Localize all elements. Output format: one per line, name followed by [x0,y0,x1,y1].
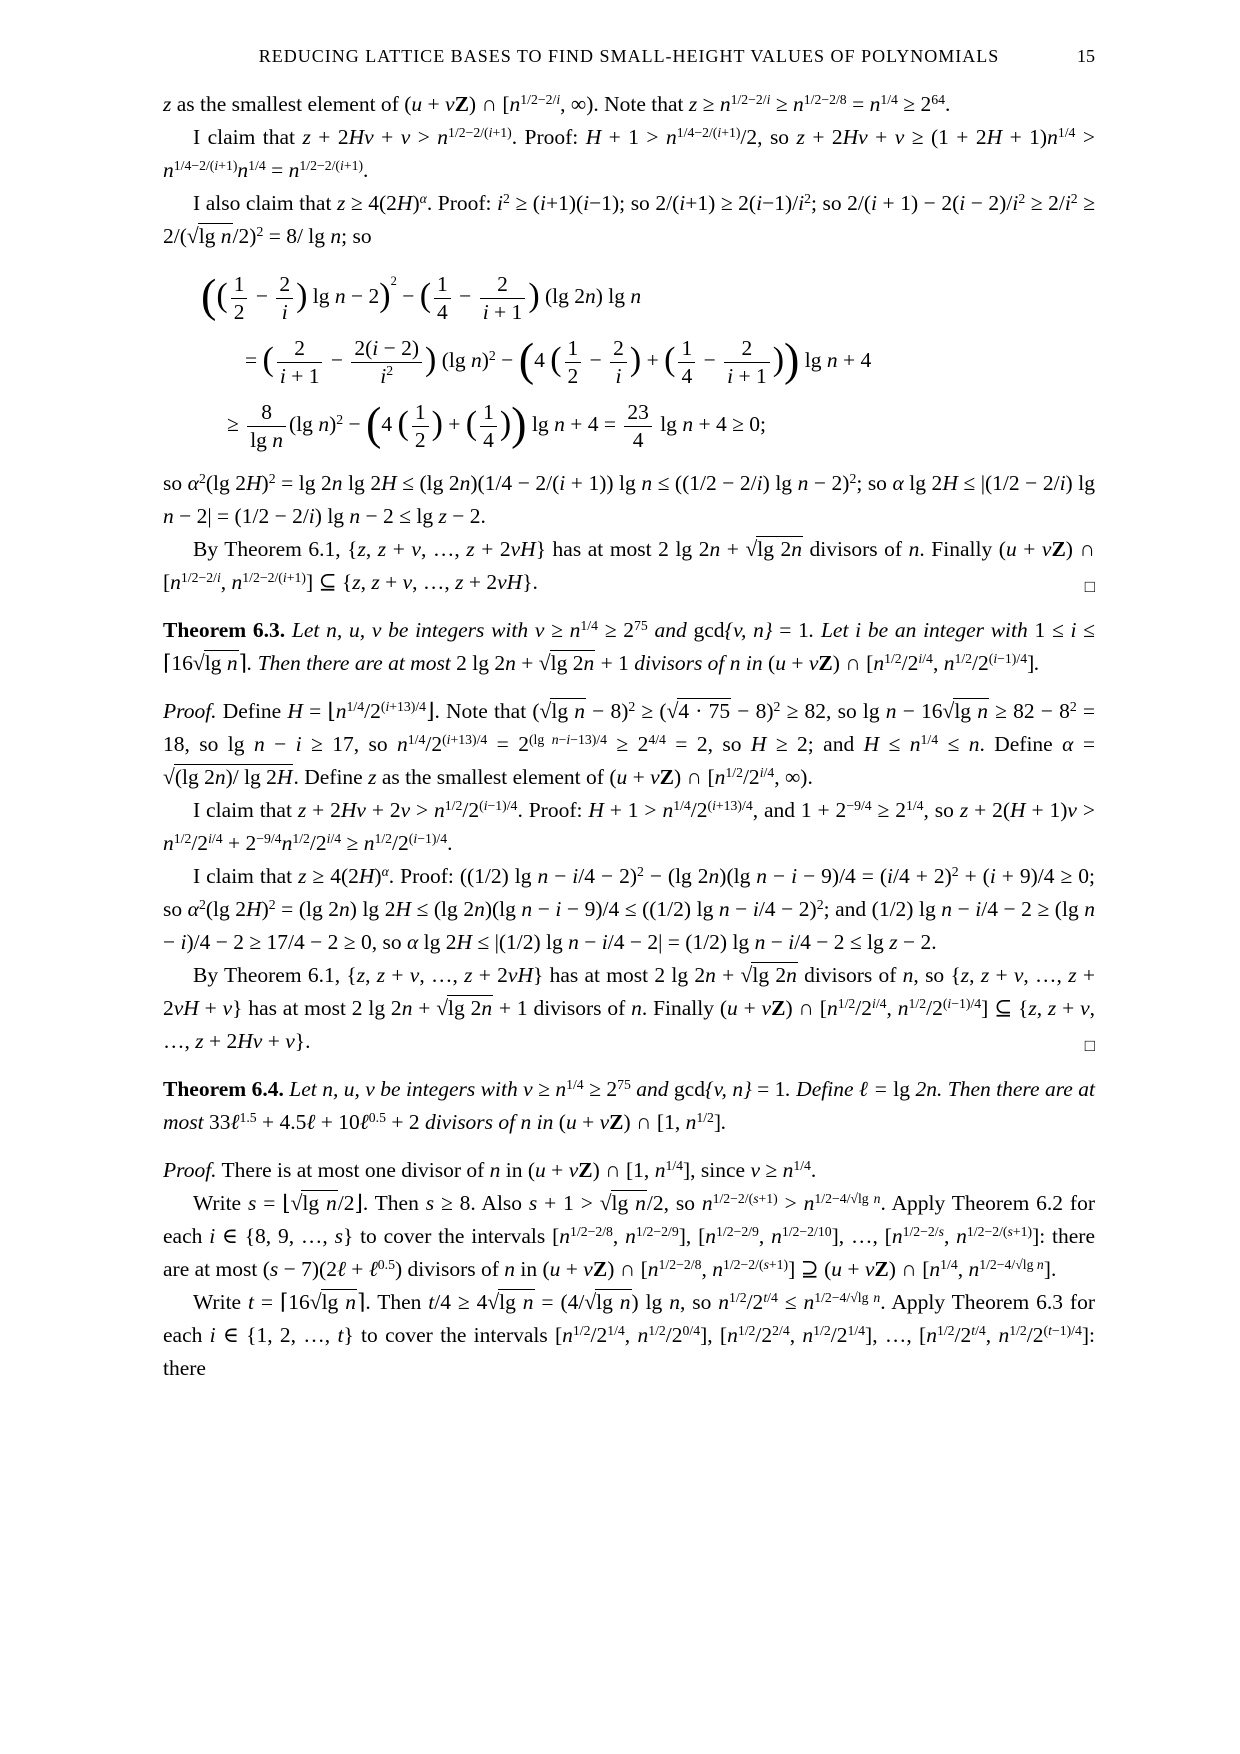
para-alpha-bound: so $\alpha^2(\lg$ 2H)$^2$ = lg 2n lg 2H ≤ (lg 2n)(1/4 − 2/(i + 1)) lg n ≤ ((1/2 − 2/i) lg n − 2)$^2$; so α lg 2H ≤ |(1/2 − 2/i) lg n − 2| = (1/2 − 2/i) lg n − 2 ≤ lg z − 2. [163,470,1095,528]
para-conclusion-6-2: By Theorem 6.1, {z, z + v, …, z + 2vH} has at most 2 lg 2n + √lg 2n divisors of n. Finally (u + vZ) ∩ [$n^{1/2-2/i}$, $n^{1/2-2/(i+1)}$] ⊆ {z, z + v, …, z + 2vH}. □ [163,537,1096,596]
para-claim-z: I claim that $z \ge 4(2H)^\alpha$. Proof: ((1/2) lg n − i/4 − 2)$^2$ − (lg 2n)(lg $n - i - 9)/4 = (i/4 + 2)^2 + (i + 9)/4 \ge 0$; so $\alpha^2(\lg$ 2H)$^2$ = (lg 2n) lg 2H ≤ (lg 2n)(lg n − i − 9)/4 ≤ ((1/2) lg n − i/4 − 2)$^2$; and (1/2) lg n − i/4 − 2 ≥ (lg n − i)/4 − 2 ≥ 17/4 − 2 ≥ 0, so α lg 2H ≤ |(1/2) lg n − i/4 − 2| = (1/2) lg n − i/4 − 2 ≤ lg z − 2. [163,863,1095,954]
para-claim-sum: I claim that $z + 2Hv + 2v > n^{1/2}/2^{(i-1)/4}$. Proof: $H + 1 > n^{1/4}/2^{(i+13)/4}$, and $1 + 2^{-9/4} \ge 2^{1/4}$, so $z + 2(H + 1)v > n^{1/2}/2^{i/4} + 2^{-9/4}n^{1/2}/2^{i/4} \ge n^{1/2}/2^{(i-1)/4}$. [163,797,1095,855]
theorem-6-3: Theorem 6.3. Let n, u, v be integers with $v \ge n^{1/4} \ge 2^{75}$ and gcd{v, n} = 1. Let i be an integer with 1 ≤ i ≤ ⌈16√lg n⌉. Then there are at most 2 lg 2n + √lg 2n + 1 divisors of n in (u + vZ) ∩ [$n^{1/2}/2^{i/4}$, $n^{1/2}/2^{(i-1)/4}$]. [163,617,1095,675]
para-claim-1: I claim that $z + 2Hv + v > n^{1/2-2/(i+1)}$. Proof: $H + 1 > n^{1/4-2/(i+1)}/2$, so $z + 2Hv + v \ge (1 + 2H + 1)n^{1/4} > n^{1/4-2/(i+1)}n^{1/4} = n^{1/2-2/(i+1)}$. [163,124,1095,182]
equation-line: = ( $\frac{2}{i + 1}$ − $\frac{2(i - 2)}{i^2}$ ) (lg n)$^2$ − (4 ( $\frac{1}{2}$ − $\frac{2}{i}$ ) + ( $\frac{1}{4}$ − $\frac{2}{i + 1}$ )) lg n + 4 [245,334,872,388]
equation-line: (( $\frac{1}{2}$ − $\frac{2}{i}$ ) lg n − 2)$^2$ − ( $\frac{1}{4}$ − $\frac{2}{i + 1}$ ) (lg 2n) lg n [201,270,642,324]
theorem-6-4: Theorem 6.4. Let n, u, v be integers with $v \ge n^{1/4} \ge 2^{75}$ and gcd{v, n} = 1. Define ℓ = lg 2n. Then there are at most 33ℓ$^{1.5}$ + 4.5ℓ + 10ℓ$^{0.5}$ + 2 divisors of n in (u + vZ) ∩ [1, $n^{1/2}$]. [163,1076,1095,1134]
proof-label: Proof. [163,699,217,723]
para-z-smallest: z as the smallest element of (u + vZ) ∩ [$n^{1/2-2/i}$, ∞). Note that $z \ge n^{1/2-2/i} \ge n^{1/2-2/8} = n^{1/4} \ge 2^{64}$. [163,91,951,116]
para-write-s: Write s = ⌊√lg n/2⌋. Then s ≥ 8. Also s + 1 > √lg n/2, so $n^{1/2-2/(s+1)} > n^{1/2-4/√lg n}$. Apply Theorem 6.2 for each i ∈ {8, 9, …, s} to cover the intervals [$n^{1/2-2/8}$, $n^{1/2-2/9}$], [$n^{1/2-2/9}$, $n^{1/2-2/10}$], …, [$n^{1/2-2/s}$, $n^{1/2-2/(s+1)}$]: there are at most (s − 7)(2ℓ + ℓ$^{0.5}$) divisors of n in (u + vZ) ∩ [$n^{1/2-2/8}$, $n^{1/2-2/(s+1)}$] ⊇ (u + vZ) ∩ [$n^{1/4}$, $n^{1/2-4/√lg n}$]. [163,1190,1096,1281]
para-write-t: Write t = ⌈16√lg n⌉. Then t/4 ≥ 4√lg n = (4/√lg n) lg n, so $n^{1/2}/2^{t/4} \le n^{1/2-4/√lg n}$. Apply Theorem 6.3 for each i ∈ {1, 2, …, t} to cover the intervals [$n^{1/2}/2^{1/4}$, $n^{1/2}/2^{0/4}$], [$n^{1/2}/2^{2/4}$, $n^{1/2}/2^{1/4}$], …, [$n^{1/2}/2^{t/4}$, $n^{1/2}/2^{(t-1)/4}$]: there [163,1289,1095,1380]
running-head [163,46,1095,67]
theorem-label: Theorem 6.3. [163,618,286,642]
para-conclusion-6-3: By Theorem 6.1, {z, z + v, …, z + 2vH} has at most 2 lg 2n + √lg 2n divisors of n, so {z, z + v, …, z + 2vH + v} has at most 2 lg 2n + √lg 2n + 1 divisors of n. Finally (u + vZ) ∩ [$n^{1/2}/2^{i/4}$, $n^{1/2}/2^{(i-1)/4}$] ⊆ {z, z + v, …, z + 2Hv + v}. □ [163,963,1095,1055]
page-content [163,88,1095,1385]
proof-6-4-intro: Proof. There is at most one divisor of n in (u + vZ) ∩ [1, $n^{1/4}$], since $v \ge n^{1/4}$. [163,1157,817,1182]
proof-6-3-setup: Proof. Define $H = ⌊n^{1/4}/2^{(i+13)/4}⌋$. Note that (√lg $n - 8)^2 \ge (√4 \cdot 75 - 8)^2 \ge 82$, so lg n − 16√lg $n \ge 82 - 8^2 = 18$, so lg n − i ≥ 17, so $n^{1/4}/2^{(i+13)/4} = 2^{(lg n-i-13)/4} \ge 2^{4/4} = 2$, so H ≥ 2; and $H \le n^{1/4} \le n$. Define α = √(lg 2n)/ lg 2H. Define z as the smallest element of (u + vZ) ∩ [$n^{1/2}/2^{i/4}$, ∞). [163,698,1095,789]
equation-line: ≥ $\frac{8}{\text{lg n}}$ (lg n)$^2$ − (4 ( $\frac{1}{2}$ ) + ( $\frac{1}{4}$ )) lg n + 4 = $\frac{23}{4}$ lg n + 4 ≥ 0; [227,398,766,452]
para-claim-2: I also claim that $z \ge 4(2H)^\alpha$. Proof: $i^2 \ge (i+1)(i-1)$; so $2/(i+1) \ge 2(i-1)/i^2$; so $2/(i + 1) - 2(i - 2)/i^2 \ge 2/i^2 \ge 2/(√\lg$ n/2)$^2$ = 8/ lg n; so [163,190,1096,248]
display-equation [163,264,1095,456]
running-title: REDUCING LATTICE BASES TO FIND SMALL-HEIGHT VALUES OF POLYNOMIALS [258,46,1000,66]
theorem-label: Theorem 6.4. [163,1077,284,1101]
qed-box: □ [1084,577,1095,596]
proof-label: Proof. [163,1158,217,1182]
page-number: 15 [1077,46,1095,66]
qed-box: □ [1084,1036,1095,1055]
